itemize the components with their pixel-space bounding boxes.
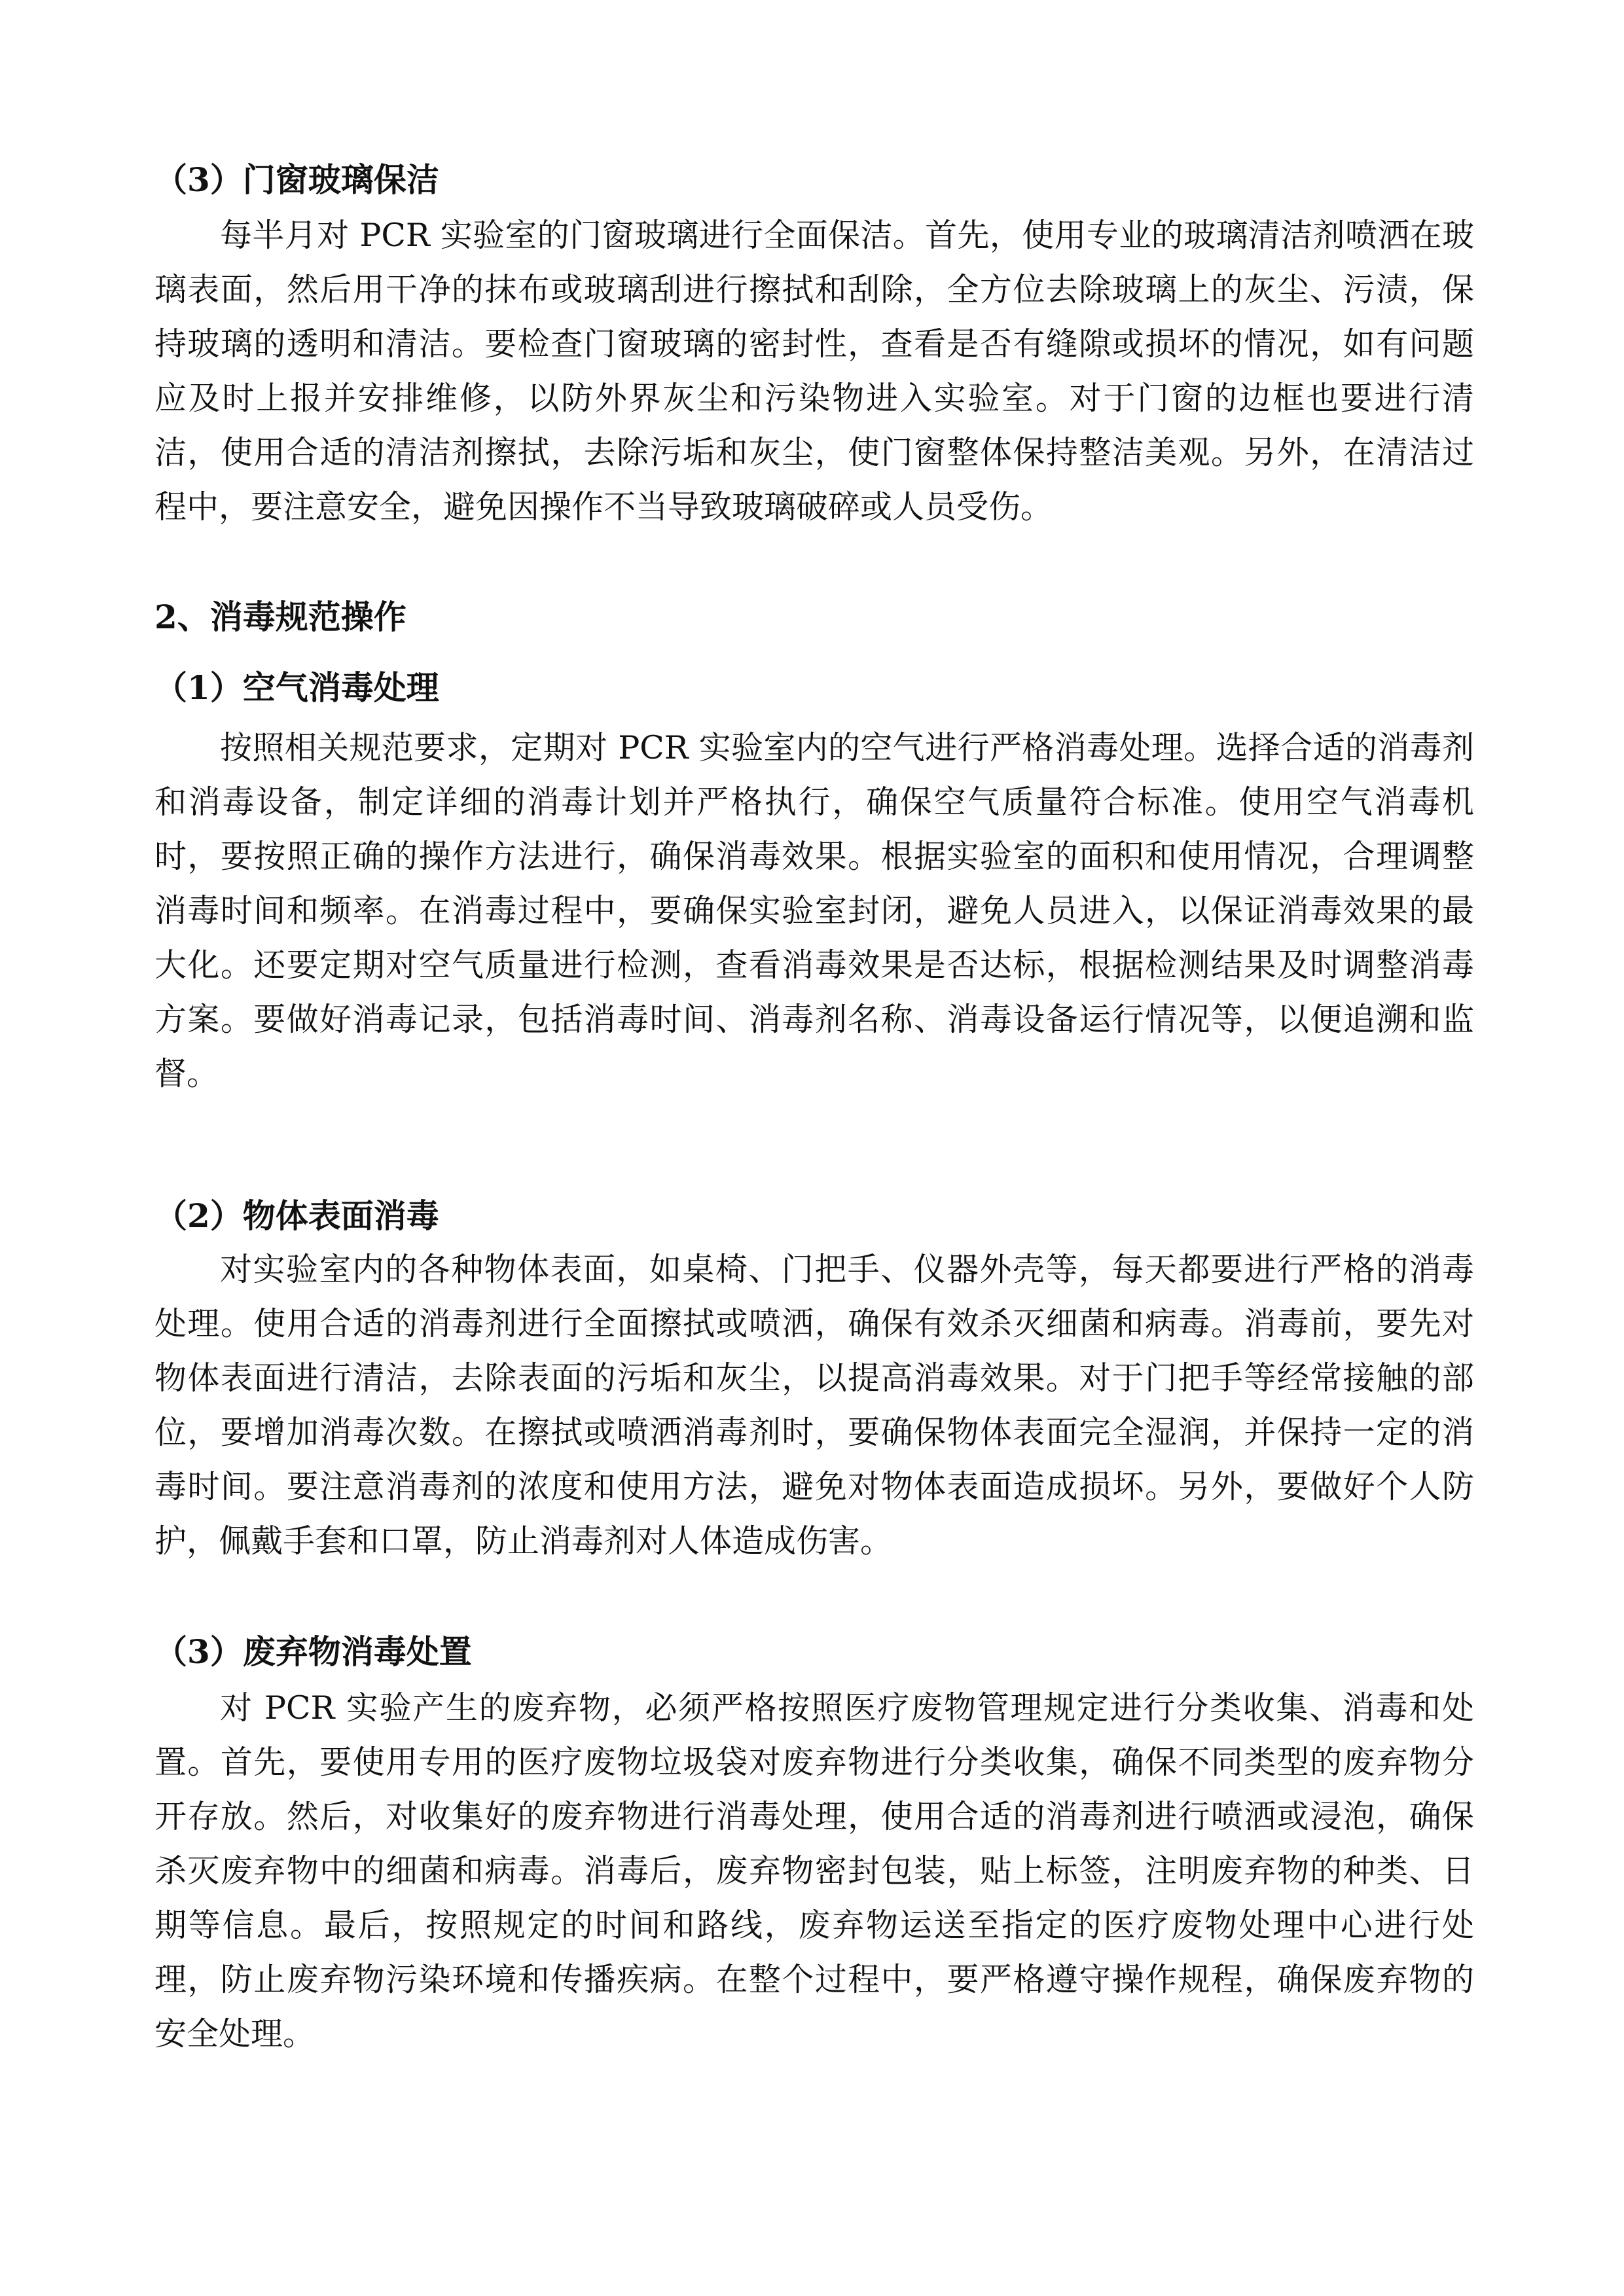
paragraph-line: 程中，要注意安全，避免因操作不当导致玻璃破碎或人员受伤。: [154, 488, 1053, 526]
section-heading-window-glass-cleaning: （3）门窗玻璃保洁: [154, 160, 439, 199]
paragraph-line: 消毒时间和频率。在消毒过程中，要确保实验室封闭，避免人员进入，以保证消毒效果的最: [154, 892, 1474, 929]
paragraph-surface-disinfection: [154, 1242, 1474, 1568]
section-heading-waste-disposal: （3）废弃物消毒处置: [154, 1632, 472, 1671]
section-heading-surface-disinfection: （2）物体表面消毒: [154, 1196, 439, 1235]
paragraph-line: 对 PCR 实验产生的废弃物，必须严格按照医疗废物管理规定进行分类收集、消毒和处: [220, 1689, 1474, 1727]
paragraph-line: 方案。要做好消毒记录，包括消毒时间、消毒剂名称、消毒设备运行情况等，以便追溯和监: [154, 1001, 1474, 1038]
paragraph-line: 安全处理。: [154, 2015, 316, 2053]
paragraph-air-disinfection: [154, 721, 1474, 1101]
paragraph-line: 大化。还要定期对空气质量进行检测，查看消毒效果是否达标，根据检测结果及时调整消毒: [154, 946, 1474, 984]
paragraph-line: 应及时上报并安排维修，以防外界灰尘和污染物进入实验室。对于门窗的边框也要进行清: [154, 380, 1474, 417]
paragraph-line: 位，要增加消毒次数。在擦拭或喷洒消毒剂时，要确保物体表面完全湿润，并保持一定的消: [154, 1414, 1474, 1451]
paragraph-line: 理，防止废弃物污染环境和传播疾病。在整个过程中，要严格遵守操作规程，确保废弃物的: [154, 1961, 1474, 1998]
paragraph-line: 物体表面进行清洁，去除表面的污垢和灰尘，以提高消毒效果。对于门把手等经常接触的部: [154, 1359, 1474, 1397]
paragraph-waste-disposal: [154, 1681, 1474, 2061]
paragraph-line: 对实验室内的各种物体表面，如桌椅、门把手、仪器外壳等，每天都要进行严格的消毒: [220, 1251, 1474, 1288]
paragraph-line: 持玻璃的透明和清洁。要检查门窗玻璃的密封性，查看是否有缝隙或损坏的情况，如有问题: [154, 325, 1474, 363]
paragraph-line: 开存放。然后，对收集好的废弃物进行消毒处理，使用合适的消毒剂进行喷洒或浸泡，确保: [154, 1798, 1474, 1835]
paragraph-line: 置。首先，要使用专用的医疗废物垃圾袋对废弃物进行分类收集，确保不同类型的废弃物分: [154, 1744, 1474, 1781]
paragraph-line: 和消毒设备，制定详细的消毒计划并严格执行，确保空气质量符合标准。使用空气消毒机: [154, 783, 1474, 821]
paragraph-line: 按照相关规范要求，定期对 PCR 实验室内的空气进行严格消毒处理。选择合适的消毒剂: [220, 729, 1474, 766]
major-heading-disinfection: 2、消毒规范操作: [154, 598, 406, 636]
paragraph-line: 璃表面，然后用干净的抹布或玻璃刮进行擦拭和刮除，全方位去除玻璃上的灰尘、污渍，保: [154, 271, 1474, 308]
paragraph-line: 护，佩戴手套和口罩，防止消毒剂对人体造成伤害。: [154, 1522, 893, 1560]
section-heading-air-disinfection: （1）空气消毒处理: [154, 668, 439, 707]
paragraph-line: 处理。使用合适的消毒剂进行全面擦拭或喷洒，确保有效杀灭细菌和病毒。消毒前，要先对: [154, 1305, 1474, 1342]
paragraph-line: 洁，使用合适的清洁剂擦拭，去除污垢和灰尘，使门窗整体保持整洁美观。另外，在清洁过: [154, 434, 1474, 471]
paragraph-line: 督。: [154, 1055, 219, 1092]
paragraph-line: 时，要按照正确的操作方法进行，确保消毒效果。根据实验室的面积和使用情况，合理调整: [154, 838, 1474, 875]
paragraph-line: 毒时间。要注意消毒剂的浓度和使用方法，避免对物体表面造成损坏。另外，要做好个人防: [154, 1468, 1474, 1505]
paragraph-window-glass-cleaning: [154, 208, 1474, 534]
paragraph-line: 每半月对 PCR 实验室的门窗玻璃进行全面保洁。首先，使用专业的玻璃清洁剂喷洒在玻: [220, 217, 1474, 254]
paragraph-line: 杀灭废弃物中的细菌和病毒。消毒后，废弃物密封包装，贴上标签，注明废弃物的种类、日: [154, 1852, 1474, 1890]
paragraph-line: 期等信息。最后，按照规定的时间和路线，废弃物运送至指定的医疗废物处理中心进行处: [154, 1907, 1474, 1944]
